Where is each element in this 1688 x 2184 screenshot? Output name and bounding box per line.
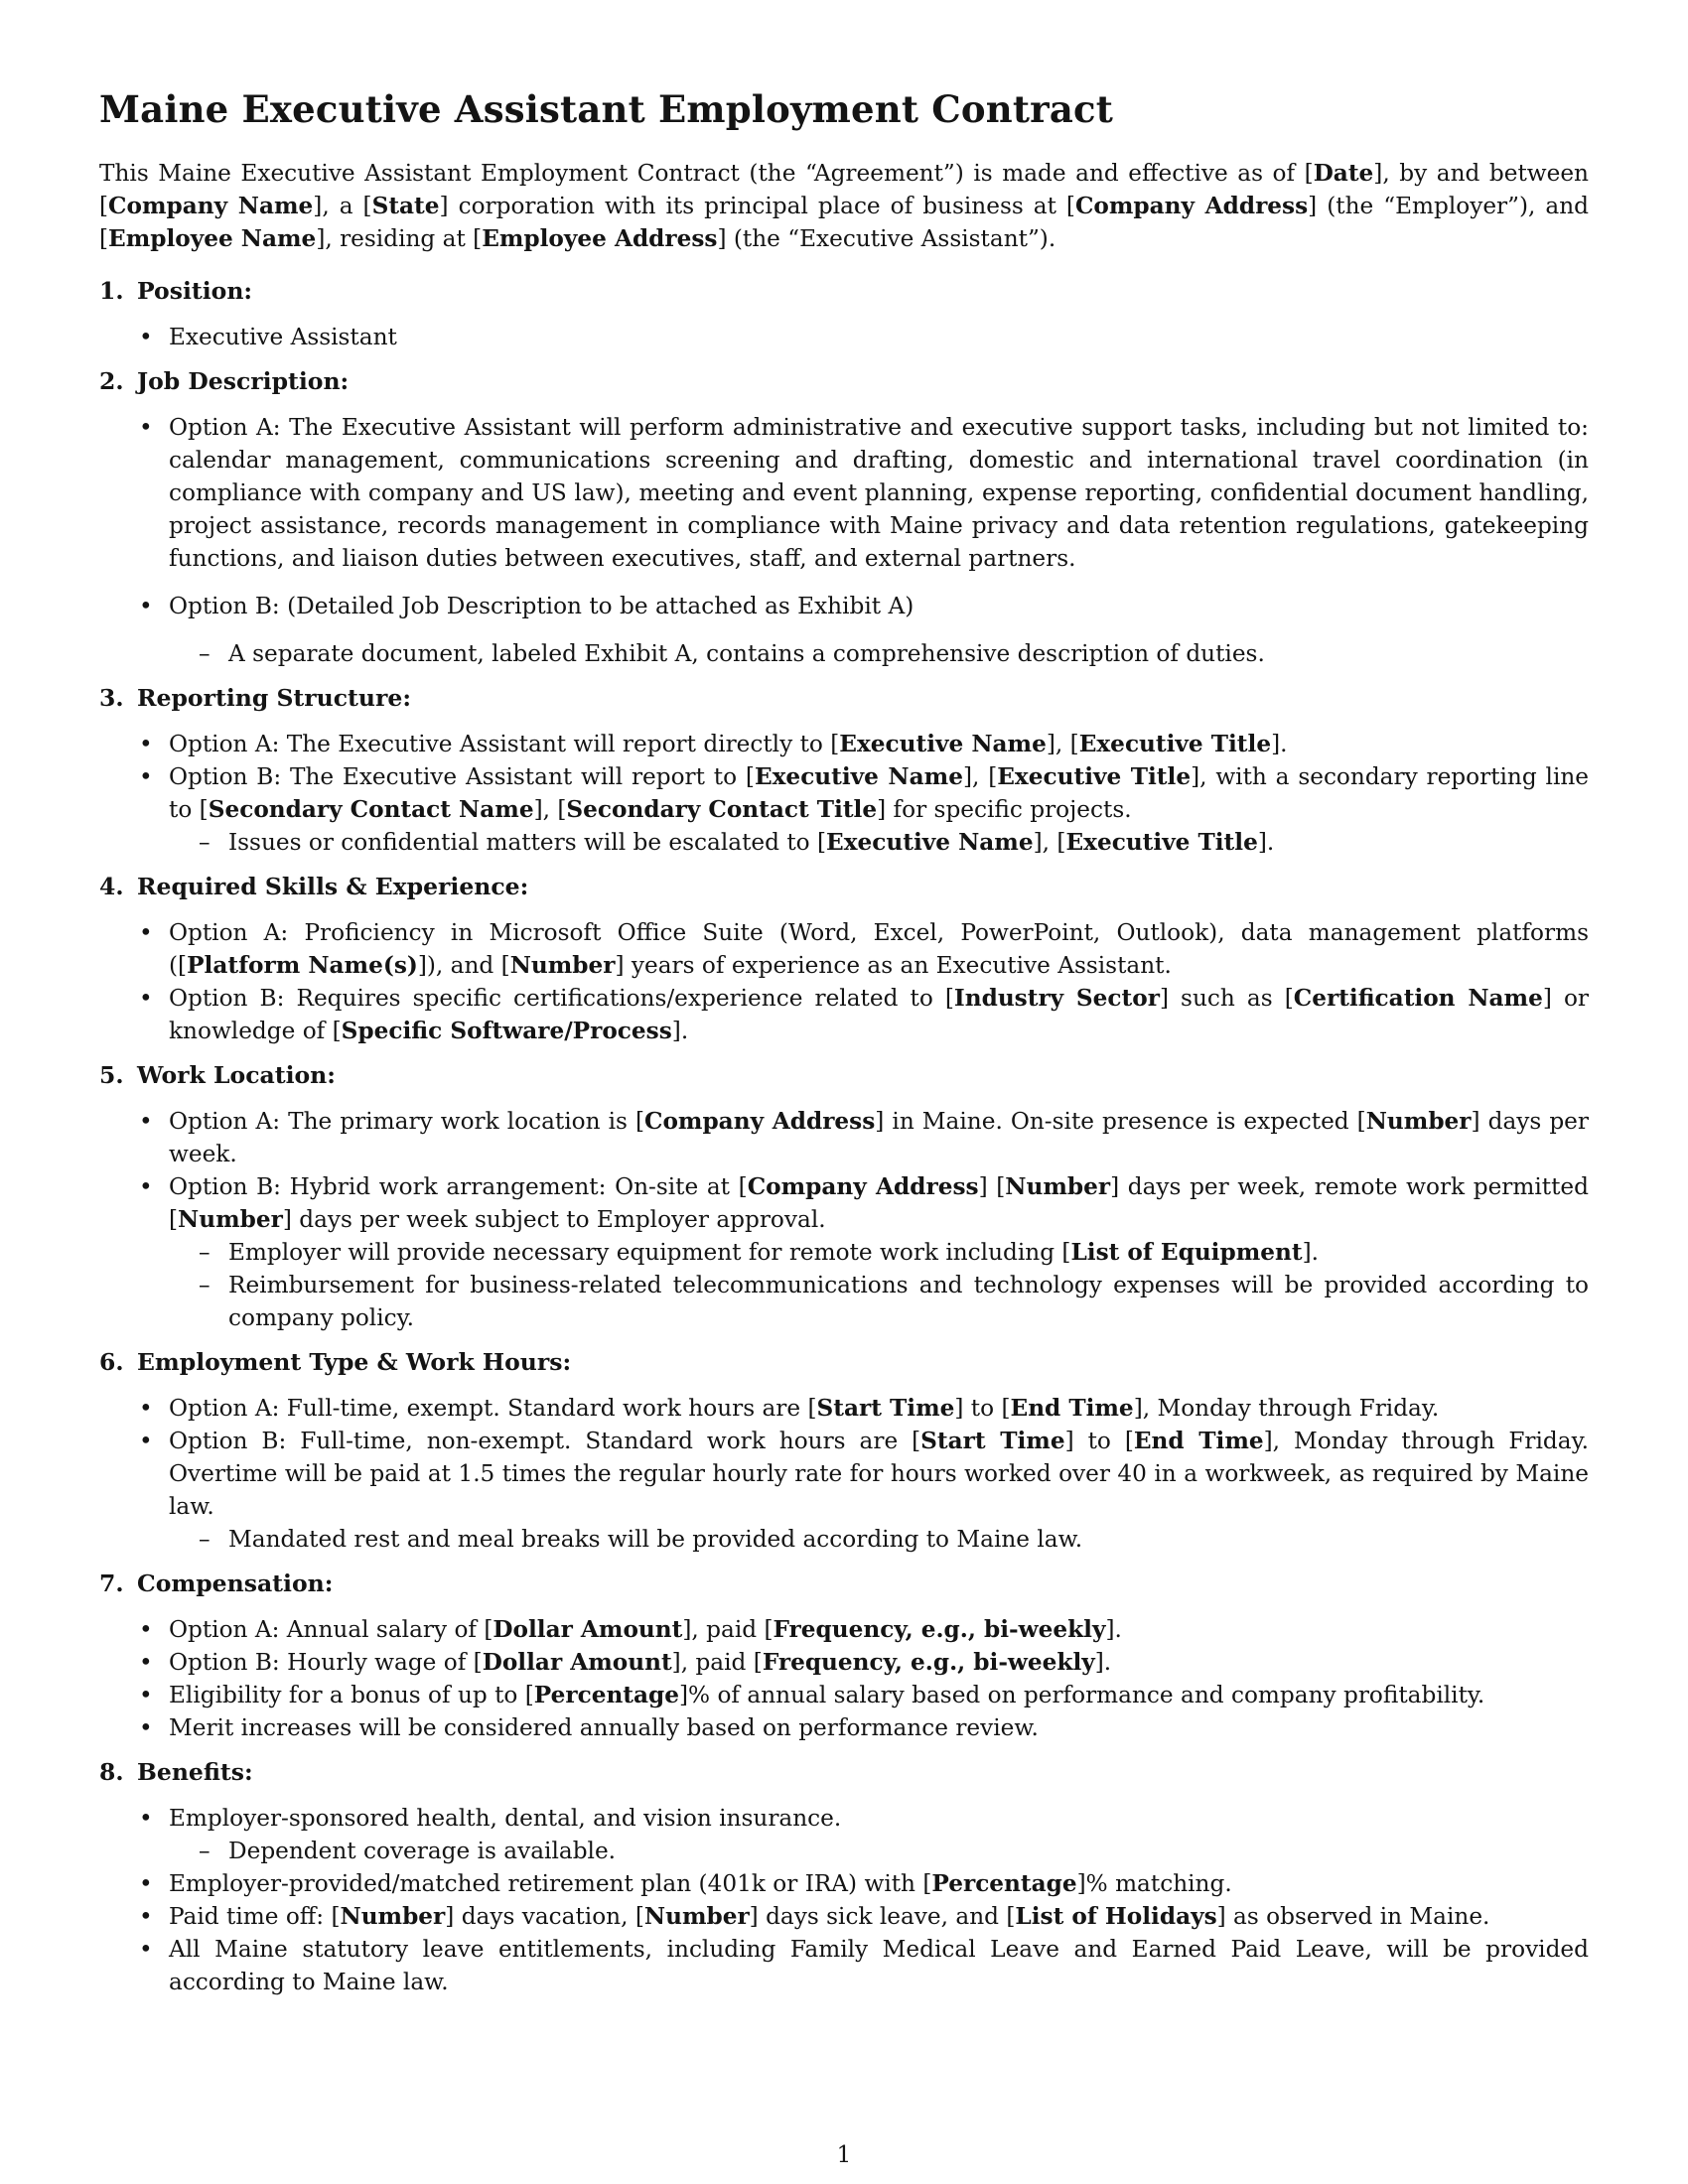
item-text: Option A: Full-time, exempt. Standard work hours are [: [169, 1395, 817, 1422]
section-title: Position:: [137, 277, 253, 305]
item-text: ] for specific projects.: [877, 796, 1132, 823]
item-text: Option B: Hybrid work arrangement: On-site at [: [169, 1173, 748, 1200]
item-text: ] days per week.: [169, 1108, 1589, 1167]
section-heading: [99, 871, 1589, 903]
placeholder-secondary-contact-title: Secondary Contact Title: [566, 796, 878, 823]
item-text: Option A: The Executive Assistant will report directly to [: [169, 731, 840, 757]
placeholder-percentage: Percentage: [533, 1682, 680, 1708]
item-text: Option A: The Executive Assistant will perform administrative and executive support tasks, including but not limited to: calendar management, communications screening and drafting, domestic and international travel coordination (in compliance with company and US law), meeting and event planning, expense reporting, confidential document handling, project assistance, records management in compliance with Maine privacy and data retention regulations, gatekeeping functions, and liaison duties between executives, staff, and external partners.: [169, 414, 1589, 572]
section-required-skills: [99, 871, 1589, 1047]
item-text: Option A: Annual salary of [: [169, 1616, 493, 1643]
item-text: Merit increases will be considered annually based on performance review.: [169, 1714, 1039, 1741]
intro-text: ], a [: [313, 193, 372, 219]
section-number: 4.: [99, 873, 124, 900]
placeholder-executive-title: Executive Title: [997, 763, 1192, 790]
item-text: Reimbursement for business-related telecommunications and technology expenses will be provided according to company policy.: [228, 1272, 1589, 1331]
section-employment-type: [99, 1346, 1589, 1556]
list-item: [99, 1933, 1589, 1998]
sub-list-item: [99, 826, 1589, 859]
item-text: Dependent coverage is available.: [228, 1838, 617, 1864]
section-title: Work Location:: [137, 1061, 336, 1089]
list-item: [99, 411, 1589, 575]
section-compensation: [99, 1568, 1589, 1744]
item-text: ] such as [: [1159, 985, 1294, 1012]
section-work-location: [99, 1059, 1589, 1334]
list-item: [99, 728, 1589, 760]
item-text: ], paid [: [671, 1649, 763, 1676]
item-text: ], [: [533, 796, 567, 823]
item-text: Option A: The primary work location is [: [169, 1108, 645, 1135]
placeholder-executive-name: Executive Name: [839, 731, 1047, 757]
list-item: [99, 321, 1589, 353]
list-item: [99, 1802, 1589, 1867]
placeholder-number: Number: [643, 1903, 750, 1930]
item-text: ]% matching.: [1076, 1870, 1232, 1897]
intro-paragraph: [99, 157, 1589, 255]
item-text: ] [: [978, 1173, 1006, 1200]
section-number: 3.: [99, 684, 124, 712]
item-text: ].: [1271, 731, 1288, 757]
placeholder-state: State: [371, 193, 440, 219]
item-text: ]), and [: [417, 952, 510, 979]
item-text: Eligibility for a bonus of up to [: [169, 1682, 534, 1708]
section-heading: [99, 1756, 1589, 1789]
item-text: Employer-provided/matched retirement plan (401k or IRA) with [: [169, 1870, 932, 1897]
item-text: Option B: (Detailed Job Description to be attached as Exhibit A): [169, 593, 914, 619]
sub-list-item: [99, 637, 1589, 670]
item-text: All Maine statutory leave entitlements, including Family Medical Leave and Earned Paid Leave, will be provided according to Maine law.: [169, 1936, 1589, 1995]
item-text: Option A: Proficiency in Microsoft Office Suite (Word, Excel, PowerPoint, Outlook), data management platforms ([: [169, 919, 1589, 979]
list-item: [99, 1711, 1589, 1744]
placeholder-date: Date: [1313, 160, 1374, 187]
placeholder-executive-name: Executive Name: [826, 829, 1034, 856]
section-benefits: [99, 1756, 1589, 1998]
placeholder-executive-name: Executive Name: [754, 763, 963, 790]
placeholder-executive-title: Executive Title: [1078, 731, 1272, 757]
item-text: ] or knowledge of [: [169, 985, 1589, 1044]
section-heading: [99, 1568, 1589, 1600]
intro-text: ] (the “Employer”), and [: [99, 193, 1590, 252]
list-item: [99, 982, 1589, 1047]
list-item: [99, 590, 1589, 670]
section-heading: [99, 275, 1589, 308]
sub-list-item: [99, 1269, 1589, 1334]
document-title: Maine Executive Assistant Employment Contract: [99, 87, 1114, 131]
placeholder-list-of-equipment: List of Equipment: [1070, 1239, 1303, 1266]
placeholder-company-address: Company Address: [747, 1173, 979, 1200]
item-text: ] days per week subject to Employer approval.: [282, 1206, 826, 1233]
item-text: Option B: The Executive Assistant will report to [: [169, 763, 755, 790]
item-text: ] years of experience as an Executive Assistant.: [615, 952, 1172, 979]
placeholder-list-of-holidays: List of Holidays: [1015, 1903, 1217, 1930]
placeholder-executive-title: Executive Title: [1065, 829, 1258, 856]
placeholder-employee-name: Employee Name: [108, 225, 317, 252]
item-text: ].: [1302, 1239, 1319, 1266]
list-item: [99, 1679, 1589, 1711]
item-text: Paid time off: [: [169, 1903, 341, 1930]
section-number: 8.: [99, 1758, 124, 1786]
item-text: Issues or confidential matters will be escalated to [: [228, 829, 827, 856]
item-text: ], with a secondary reporting line to [: [169, 763, 1590, 823]
placeholder-platform-names: Platform Name(s): [187, 952, 418, 979]
list-item: [99, 1425, 1589, 1556]
section-position: [99, 275, 1589, 353]
item-text: ] to [: [954, 1395, 1011, 1422]
section-heading: [99, 1059, 1589, 1092]
placeholder-number: Number: [1365, 1108, 1472, 1135]
item-text: Option B: Full-time, non-exempt. Standard work hours are [: [169, 1428, 921, 1454]
placeholder-dollar-amount: Dollar Amount: [482, 1649, 672, 1676]
placeholder-frequency: Frequency, e.g., bi-weekly: [762, 1649, 1095, 1676]
section-job-description: [99, 365, 1589, 670]
item-text: ], paid [: [682, 1616, 774, 1643]
item-text: ].: [671, 1018, 689, 1044]
item-text: ], [: [1046, 731, 1079, 757]
item-text: Mandated rest and meal breaks will be provided according to Maine law.: [228, 1526, 1083, 1553]
placeholder-start-time: Start Time: [816, 1395, 955, 1422]
placeholder-frequency: Frequency, e.g., bi-weekly: [773, 1616, 1106, 1643]
item-text: ], [: [1033, 829, 1066, 856]
section-heading: [99, 1346, 1589, 1379]
list-item: [99, 1867, 1589, 1900]
placeholder-number: Number: [509, 952, 616, 979]
list-item: [99, 1105, 1589, 1170]
section-number: 5.: [99, 1061, 124, 1089]
section-title: Job Description:: [137, 367, 350, 395]
list-item: [99, 760, 1589, 859]
placeholder-specific-software: Specific Software/Process: [341, 1018, 672, 1044]
intro-text: ] (the “Executive Assistant”).: [717, 225, 1056, 252]
list-item: [99, 916, 1589, 982]
item-text: ].: [1105, 1616, 1122, 1643]
item-text: ].: [1257, 829, 1275, 856]
item-text: A separate document, labeled Exhibit A, contains a comprehensive description of duties.: [228, 640, 1265, 667]
section-number: 6.: [99, 1348, 124, 1376]
section-title: Benefits:: [137, 1758, 253, 1786]
item-text: ]% of annual salary based on performance and company profitability.: [679, 1682, 1485, 1708]
placeholder-start-time: Start Time: [920, 1428, 1065, 1454]
placeholder-end-time: End Time: [1010, 1395, 1134, 1422]
list-item: [99, 1170, 1589, 1334]
placeholder-certification-name: Certification Name: [1293, 985, 1543, 1012]
placeholder-end-time: End Time: [1133, 1428, 1264, 1454]
section-reporting-structure: [99, 682, 1589, 859]
intro-text: This Maine Executive Assistant Employment Contract (the “Agreement”) is made and effective as of [: [99, 160, 1314, 187]
placeholder-secondary-contact-name: Secondary Contact Name: [208, 796, 534, 823]
placeholder-number: Number: [178, 1206, 283, 1233]
section-number: 7.: [99, 1570, 124, 1597]
intro-text: ] corporation with its principal place of business at [: [439, 193, 1075, 219]
placeholder-percentage: Percentage: [931, 1870, 1077, 1897]
section-title: Required Skills & Experience:: [137, 873, 529, 900]
document-body: [99, 87, 1589, 2010]
page-number: 1: [836, 2142, 852, 2168]
placeholder-number: Number: [340, 1903, 446, 1930]
section-number: 2.: [99, 367, 124, 395]
placeholder-number: Number: [1005, 1173, 1111, 1200]
sub-list-item: [99, 1236, 1589, 1269]
item-text: ], Monday through Friday. Overtime will be paid at 1.5 times the regular hourly rate for hours worked over 40 in a workweek, as required by Maine law.: [169, 1428, 1589, 1520]
list-item: [99, 1613, 1589, 1646]
placeholder-industry-sector: Industry Sector: [953, 985, 1160, 1012]
item-text: Employer-sponsored health, dental, and vision insurance.: [169, 1805, 842, 1832]
list-item: [99, 1900, 1589, 1933]
item-text: ] in Maine. On-site presence is expected [: [875, 1108, 1366, 1135]
placeholder-dollar-amount: Dollar Amount: [492, 1616, 683, 1643]
item-text: ], Monday through Friday.: [1133, 1395, 1440, 1422]
item-text: Employer will provide necessary equipment for remote work including [: [228, 1239, 1071, 1266]
item-text: ] as observed in Maine.: [1216, 1903, 1490, 1930]
section-title: Reporting Structure:: [137, 684, 411, 712]
item-text: ], [: [962, 763, 998, 790]
item-text: ] to [: [1064, 1428, 1134, 1454]
placeholder-company-address: Company Address: [1074, 193, 1309, 219]
list-item: [99, 1646, 1589, 1679]
intro-text: ], residing at [: [316, 225, 483, 252]
placeholder-company-address: Company Address: [644, 1108, 876, 1135]
section-heading: [99, 682, 1589, 715]
intro-text: ], by and between [: [99, 160, 1589, 219]
section-title: Compensation:: [137, 1570, 334, 1597]
item-text: Executive Assistant: [169, 324, 397, 350]
item-text: Option B: Hourly wage of [: [169, 1649, 483, 1676]
list-item: [99, 1392, 1589, 1425]
placeholder-company-name: Company Name: [108, 193, 314, 219]
section-title: Employment Type & Work Hours:: [137, 1348, 572, 1376]
item-text: Option B: Requires specific certifications/experience related to [: [169, 985, 954, 1012]
item-text: ].: [1094, 1649, 1112, 1676]
sub-list-item: [99, 1523, 1589, 1556]
section-number: 1.: [99, 277, 124, 305]
item-text: ] days sick leave, and [: [749, 1903, 1016, 1930]
item-text: ] days per week, remote work permitted [: [169, 1173, 1589, 1233]
section-heading: [99, 365, 1589, 398]
sub-list-item: [99, 1835, 1589, 1867]
item-text: ] days vacation, [: [445, 1903, 644, 1930]
placeholder-employee-address: Employee Address: [482, 225, 718, 252]
